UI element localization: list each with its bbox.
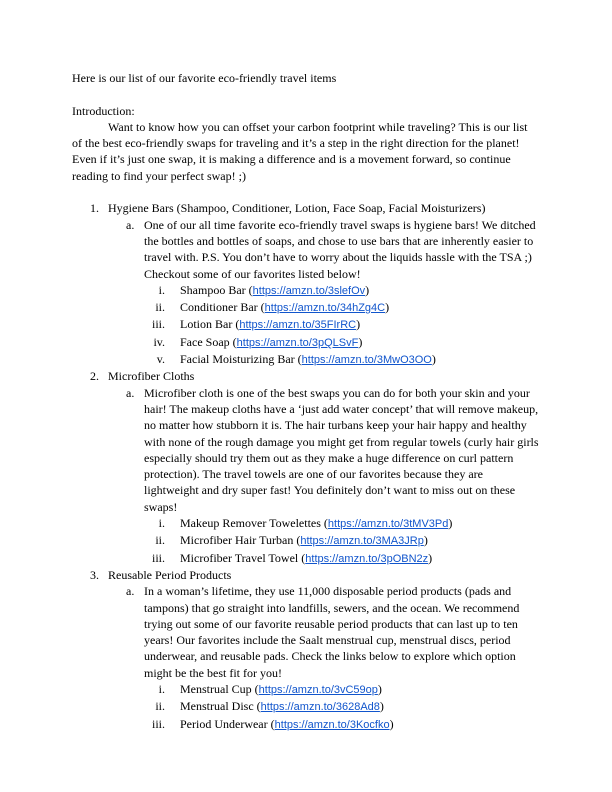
product-name: Menstrual Disc bbox=[180, 699, 254, 714]
product-item: ii. Menstrual Disc (https://amzn.to/3628Ad8) bbox=[72, 698, 540, 715]
list-number: 1. bbox=[90, 201, 99, 216]
roman-numeral: i. bbox=[158, 681, 165, 696]
intro-heading: Introduction: bbox=[72, 103, 135, 118]
roman-numeral: i. bbox=[158, 282, 165, 297]
product-item: v. Facial Moisturizing Bar (https://amzn.to/3MwO3OO) bbox=[72, 351, 540, 368]
product-item: iii. Microfiber Travel Towel (https://amzn.to/3pOBN2z) bbox=[72, 550, 540, 567]
section-description bbox=[72, 583, 540, 681]
product-name: Period Underwear bbox=[180, 716, 268, 731]
roman-numeral: iv. bbox=[153, 334, 165, 349]
product-name: Shampoo Bar bbox=[180, 282, 246, 297]
product-link[interactable]: https://amzn.to/3MwO3OO bbox=[301, 354, 432, 367]
product-name: Microfiber Hair Turban bbox=[180, 533, 294, 548]
roman-numeral: v. bbox=[156, 352, 165, 367]
product-name: Facial Moisturizing Bar bbox=[180, 352, 295, 367]
document-title: Here is our list of our favorite eco-friendly travel items bbox=[72, 71, 337, 85]
list-letter: a. bbox=[126, 217, 135, 232]
product-item: i. Shampoo Bar (https://amzn.to/3slefOv) bbox=[72, 282, 540, 299]
list-item-section bbox=[72, 567, 540, 583]
list-item-section bbox=[72, 200, 540, 216]
roman-numeral: ii. bbox=[155, 533, 165, 548]
roman-numeral: ii. bbox=[155, 699, 165, 714]
product-item: iii. Period Underwear (https://amzn.to/3Kocfko) bbox=[72, 716, 540, 733]
product-item: i. Menstrual Cup (https://amzn.to/3vC59op) bbox=[72, 681, 540, 698]
product-name: Face Soap bbox=[180, 334, 230, 349]
list-letter: a. bbox=[126, 385, 135, 400]
roman-numeral: iii. bbox=[151, 716, 165, 731]
intro-paragraph: Want to know how you can offset your carbon footprint while traveling? This is our list of the best eco-friendly swaps for traveling and it’s a step in the right direction for the planet! Even if it’s just one swap, it is making a difference and is a movement forward, so continue reading to find your perfect swap! ;) bbox=[72, 119, 528, 183]
product-link[interactable]: https://amzn.to/3vC59op bbox=[258, 683, 378, 696]
product-item: i. Makeup Remover Towelettes (https://amzn.to/3tMV3Pd) bbox=[72, 515, 540, 532]
roman-numeral: iii. bbox=[151, 317, 165, 332]
list-number: 2. bbox=[90, 369, 99, 384]
section-heading: Microfiber Cloths bbox=[108, 369, 195, 384]
document-page bbox=[72, 70, 540, 733]
product-link[interactable]: https://amzn.to/3628Ad8 bbox=[260, 701, 380, 714]
product-item: iv. Face Soap (https://amzn.to/3pQLSvF) bbox=[72, 334, 540, 351]
product-name: Makeup Remover Towelettes bbox=[180, 516, 321, 531]
roman-numeral: ii. bbox=[155, 300, 165, 315]
product-link[interactable]: https://amzn.to/3tMV3Pd bbox=[327, 518, 449, 531]
description-text: Microfiber cloth is one of the best swaps you can do for both your skin and your hair! The makeup cloths have a ‘just add water concept’ that will remove makeup, no matter how stubborn it is. The hair turbans keep your hair happy and healthy with none of the rough damage you might get from regular towels (curly hair girls especially should try them out as they make a huge difference on curl pattern protection). The travel towels are one of our favorites because they are lightweight and dry super fast! You definitely don’t want to miss out on these swaps! bbox=[144, 385, 539, 514]
product-link[interactable]: https://amzn.to/3Kocfko bbox=[274, 718, 390, 731]
product-link[interactable]: https://amzn.to/3pOBN2z bbox=[305, 552, 429, 565]
product-link[interactable]: https://amzn.to/34hZg4C bbox=[264, 302, 386, 315]
product-name: Lotion Bar bbox=[180, 317, 233, 332]
product-name: Microfiber Travel Towel bbox=[180, 550, 299, 565]
product-item: iii. Lotion Bar (https://amzn.to/35FIrRC) bbox=[72, 316, 540, 333]
section-heading: Reusable Period Products bbox=[108, 567, 232, 582]
product-link[interactable]: https://amzn.to/3slefOv bbox=[252, 284, 366, 297]
section-description bbox=[72, 217, 540, 282]
product-link[interactable]: https://amzn.to/35FIrRC bbox=[239, 319, 357, 332]
product-link[interactable]: https://amzn.to/3MA3JRp bbox=[300, 535, 424, 548]
product-link[interactable]: https://amzn.to/3pQLSvF bbox=[236, 336, 359, 349]
product-item: ii. Microfiber Hair Turban (https://amzn.to/3MA3JRp) bbox=[72, 532, 540, 549]
section-heading: Hygiene Bars (Shampoo, Conditioner, Lotion, Face Soap, Facial Moisturizers) bbox=[108, 201, 486, 216]
description-text: In a woman’s lifetime, they use 11,000 disposable period products (pads and tampons) that go straight into landfills, sewers, and the ocean. We recommend trying out some of our favorite reusable period products that can last up to ten years! Our favorites include the Saalt menstrual cup, menstrual discs, period underwear, and reusable pads. Check the links below to explore which option might be the best fit for you! bbox=[144, 584, 520, 680]
section-description bbox=[72, 385, 540, 515]
description-text: One of our all time favorite eco-friendly travel swaps is hygiene bars! We ditched the bottles and bottles of soaps, and chose to use bars that are inherently easier to travel with. P.S. You don’t have to worry about the liquids hassle with the TSA ;) Checkout some of our favorites listed below! bbox=[144, 217, 536, 281]
product-item: ii. Conditioner Bar (https://amzn.to/34hZg4C) bbox=[72, 299, 540, 316]
list-letter: a. bbox=[126, 584, 135, 599]
product-list bbox=[72, 200, 540, 733]
list-number: 3. bbox=[90, 567, 99, 582]
roman-numeral: i. bbox=[158, 516, 165, 531]
list-item-section bbox=[72, 368, 540, 384]
product-name: Menstrual Cup bbox=[180, 681, 252, 696]
product-name: Conditioner Bar bbox=[180, 300, 258, 315]
roman-numeral: iii. bbox=[151, 550, 165, 565]
